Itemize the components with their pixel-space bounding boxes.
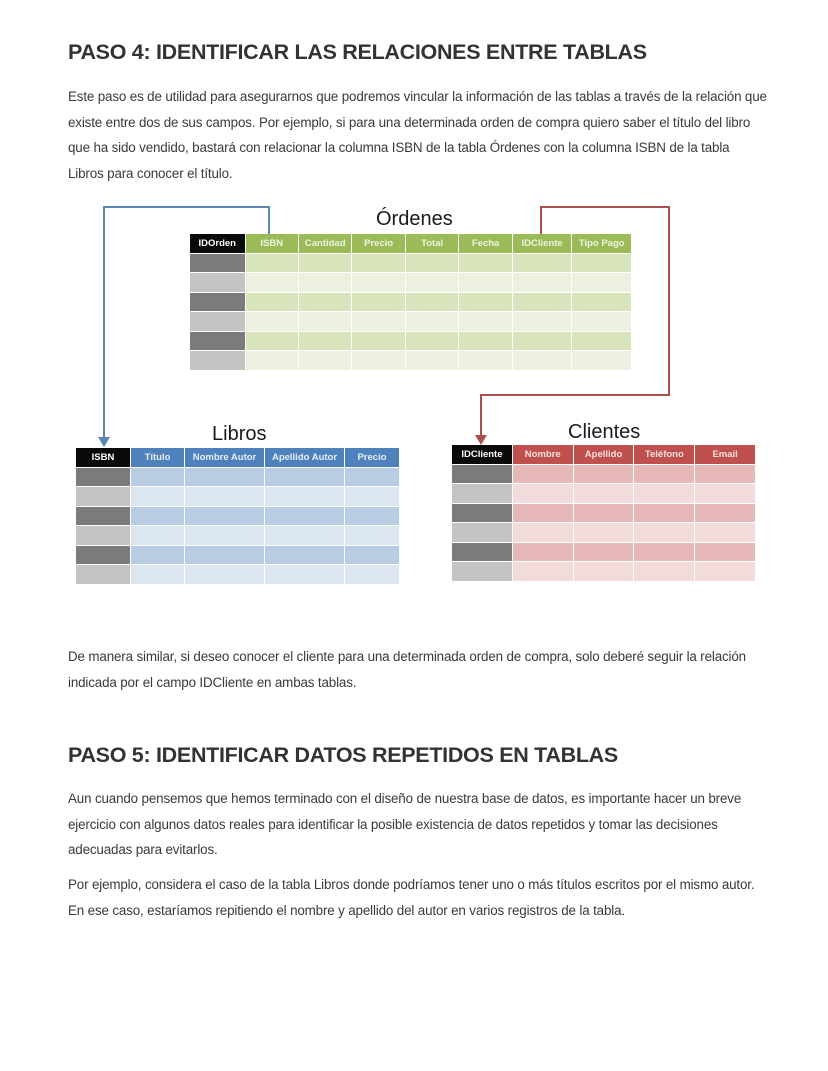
ordenes-col-cantidad: Cantidad [299, 234, 351, 253]
section-5-heading: PASO 5: IDENTIFICAR DATOS REPETIDOS EN TABLAS [68, 743, 618, 767]
ordenes-col-isbn: ISBN [246, 234, 298, 253]
ordenes-col-precio: Precio [352, 234, 404, 253]
clientes-table-title: Clientes [568, 421, 641, 443]
ordenes-col-fecha: Fecha [459, 234, 511, 253]
table-row [190, 273, 631, 292]
ordenes-col-tipo-pago: Tipo Pago [572, 234, 631, 253]
table-row [76, 526, 399, 545]
table-row [452, 484, 755, 503]
libros-col-apellido-autor: Apellido Autor [265, 448, 344, 467]
libros-col-nombre-autor: Nombre Autor [185, 448, 264, 467]
isbn-arrowhead-icon [98, 437, 110, 447]
clientes-col-nombre: Nombre [513, 445, 573, 464]
table-row [452, 543, 755, 562]
table-row [76, 487, 399, 506]
table-row [76, 546, 399, 565]
table-row [190, 351, 631, 370]
table-row [452, 504, 755, 523]
clientes-col-idcliente: IDCliente [452, 445, 512, 464]
table-row [190, 254, 631, 273]
libros-col-titulo: Título [131, 448, 184, 467]
clientes-table [451, 444, 756, 582]
section-4-heading: PASO 4: IDENTIFICAR LAS RELACIONES ENTRE TABLAS [68, 40, 647, 64]
table-row [190, 312, 631, 331]
table-row [190, 332, 631, 351]
clientes-col-apellido: Apellido [574, 445, 634, 464]
ordenes-col-idcliente: IDCliente [513, 234, 572, 253]
table-row [190, 293, 631, 312]
ordenes-table-title: Órdenes [376, 208, 453, 230]
libros-col-isbn: ISBN [76, 448, 130, 467]
section-5-paragraph-2: Por ejemplo, considera el caso de la tabla Libros donde podríamos tener uno o más títulos escritos por el mismo autor. En ese caso, estaríamos repitiendo el nombre y apellido del autor en varios registros de la tabla. [68, 877, 755, 918]
section-4-paragraph-1: Este paso es de utilidad para asegurarnos que podremos vincular la información de las tablas a través de la relación que existe entre dos de sus campos. Por ejemplo, si para una determinada orden de compra quiero saber el título del libro que ha sido vendido, bastará con relacionar la columna ISBN de la tabla Órdenes con la columna ISBN de la tabla Libros para conocer el título. [68, 89, 767, 181]
libros-col-precio: Precio [345, 448, 399, 467]
table-row [452, 562, 755, 581]
clientes-col-telefono: Teléfono [634, 445, 694, 464]
ordenes-col-total: Total [406, 234, 458, 253]
table-row [76, 468, 399, 487]
libros-table-title: Libros [212, 423, 267, 445]
libros-table [75, 447, 400, 585]
section-4-paragraph-2: De manera similar, si deseo conocer el cliente para una determinada orden de compra, solo deberé seguir la relación indicada por el campo IDCliente en ambas tablas. [68, 649, 746, 690]
table-row [452, 523, 755, 542]
ordenes-col-idorden: IDOrden [190, 234, 245, 253]
ordenes-table [189, 233, 632, 371]
table-row [76, 565, 399, 584]
table-row [76, 507, 399, 526]
section-5-paragraph-1: Aun cuando pensemos que hemos terminado con el diseño de nuestra base de datos, es importante hacer un breve ejercicio con algunos datos reales para identificar la posible existencia de datos repetidos y tomar las decisiones adecuadas para evitarlos. [68, 791, 742, 857]
table-row [452, 465, 755, 484]
clientes-col-email: Email [695, 445, 755, 464]
